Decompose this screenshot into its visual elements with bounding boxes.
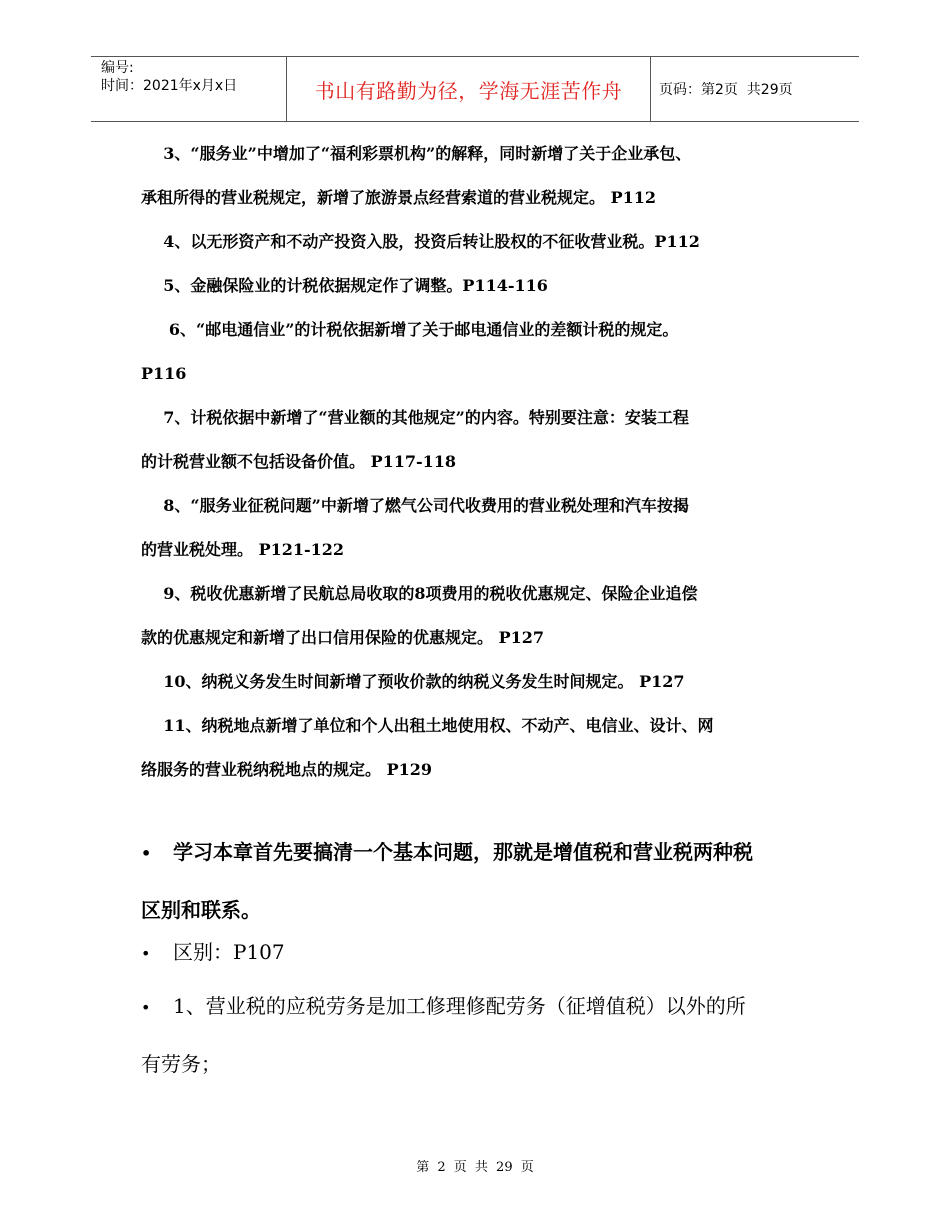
paragraph-line: 的营业税处理。 P121-122: [141, 540, 345, 559]
paragraph-5: [141, 264, 821, 308]
bullet-dot: •: [141, 998, 151, 1017]
paragraph-line: 3、“服务业”中增加了“福利彩票机构”的解释，同时新增了关于企业承包、: [141, 144, 692, 163]
paragraph-7: [141, 396, 821, 484]
paragraph-line: 款的优惠规定和新增了出口信用保险的优惠规定。 P127: [141, 628, 545, 647]
bullet-text: 有劳务；: [141, 1052, 221, 1076]
page-footer: 第 2 页 共 29 页: [416, 1160, 534, 1175]
header-page-info: [651, 57, 859, 121]
paragraph-line: 9、税收优惠新增了民航总局收取的8项费用的税收优惠规定、保险企业追偿: [141, 584, 698, 603]
bullet-text: 区别：P107: [173, 940, 285, 964]
paragraph-8: [141, 484, 821, 572]
paragraph-line: 5、金融保险业的计税依据规定作了调整。P114-116: [141, 276, 548, 295]
paragraph-line: 10、纳税义务发生时间新增了预收价款的纳税义务发生时间规定。 P127: [141, 672, 685, 691]
bullet-text: 1、营业税的应税劳务是加工修理修配劳务（征增值税）以外的所: [173, 994, 746, 1018]
bullet-text: 区别和联系。: [141, 898, 261, 922]
page-info-text: 页码：第2页 共29页: [659, 82, 793, 98]
paragraph-line: 络服务的营业税纳税地点的规定。 P129: [141, 760, 433, 779]
number-label: 编号:: [101, 60, 134, 76]
header-meta: [91, 57, 287, 121]
paragraph-line: 承租所得的营业税规定，新增了旅游景点经营索道的营业税规定。 P112: [141, 188, 657, 207]
bullet-item: [141, 978, 831, 1092]
header-slogan: 书山有路勤为径，学海无涯苦作舟: [287, 57, 651, 121]
paragraph-line: P116: [141, 364, 187, 383]
paragraph-3: [141, 132, 821, 220]
paragraph-9: [141, 572, 821, 660]
bullet-text: 学习本章首先要搞清一个基本问题，那就是增值税和营业税两种税: [173, 840, 753, 864]
document-header: [91, 56, 859, 122]
bullet-item: [141, 824, 831, 938]
paragraph-line: 的计税营业额不包括设备价值。 P117-118: [141, 452, 457, 471]
bullet-item: [141, 924, 831, 982]
paragraph-11: [141, 704, 821, 792]
time-label: 时间：2021年x月x日: [101, 78, 238, 94]
paragraph-line: 8、“服务业征税问题”中新增了燃气公司代收费用的营业税处理和汽车按揭: [141, 496, 689, 515]
paragraph-4: [141, 220, 821, 264]
bullet-dot: •: [141, 844, 152, 863]
paragraph-line: 7、计税依据中新增了“营业额的其他规定”的内容。特别要注意：安装工程: [141, 408, 689, 427]
paragraph-6: [141, 308, 821, 396]
bullet-dot: •: [141, 944, 151, 963]
paragraph-line: 6、“邮电通信业”的计税依据新增了关于邮电通信业的差额计税的规定。: [141, 320, 679, 339]
paragraph-line: 4、以无形资产和不动产投资入股，投资后转让股权的不征收营业税。P112: [141, 232, 700, 251]
paragraph-10: [141, 660, 821, 704]
paragraph-line: 11、纳税地点新增了单位和个人出租土地使用权、不动产、电信业、设计、网: [141, 716, 714, 735]
